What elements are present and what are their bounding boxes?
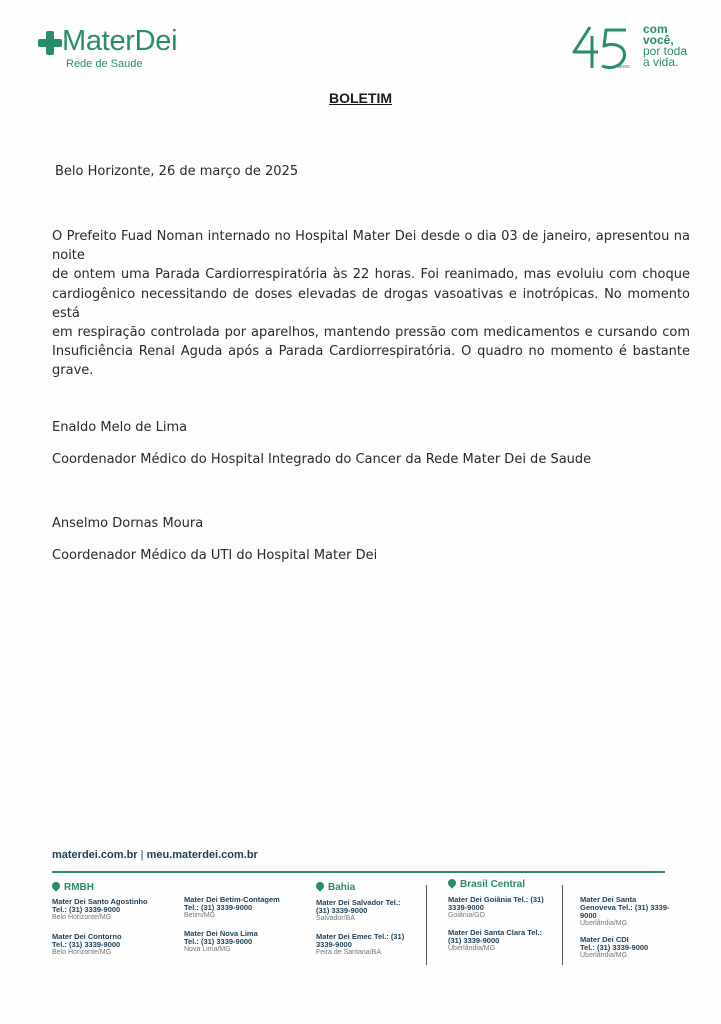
unit-entry bbox=[184, 930, 299, 954]
logo-subtitle: Rede de Saude bbox=[66, 58, 143, 70]
unit-phone: 3339-9000 bbox=[316, 940, 352, 949]
logo-name: MaterDei bbox=[62, 25, 178, 57]
location-pin-icon bbox=[446, 877, 457, 888]
anniversary-badge bbox=[570, 24, 700, 76]
unit-phone: Genoveva Tel.: (31) 3339-9000 bbox=[580, 903, 670, 920]
region-bahia bbox=[316, 882, 355, 893]
unit-phone: Tel.: (31) 3339-9000 bbox=[184, 937, 253, 946]
location-pin-icon bbox=[314, 880, 325, 891]
signatory-name: Enaldo Melo de Lima bbox=[52, 420, 188, 435]
unit-city: Feira de Santana/BA bbox=[316, 949, 381, 956]
unit-phone: (31) 3339-9000 bbox=[316, 906, 368, 915]
unit-entry bbox=[316, 899, 431, 923]
separator: | bbox=[140, 849, 144, 861]
slogan-line: você, bbox=[643, 33, 674, 47]
signatory-name: Anselmo Dornas Moura bbox=[52, 516, 204, 531]
anniversary-small-text: anos bbox=[618, 64, 630, 70]
unit-phone: (31) 3339-9000 bbox=[448, 936, 500, 945]
unit-city: Betim/MG bbox=[184, 912, 216, 919]
region-brasil-central bbox=[448, 879, 525, 890]
unit-entry bbox=[316, 933, 431, 957]
region-label: RMBH bbox=[64, 882, 94, 893]
unit-name: Mater Dei Santo Agostinho bbox=[52, 897, 148, 906]
slogan-line: com bbox=[643, 22, 668, 36]
region-label: Brasil Central bbox=[460, 879, 526, 890]
unit-phone: Tel.: (31) 3339-9000 bbox=[52, 940, 121, 949]
unit-city: Uberlândia/MG bbox=[448, 945, 496, 952]
unit-city: Nova Lima/MG bbox=[184, 946, 231, 953]
paragraph-line: em respiração controlada por aparelhos, mantendo pressão com medicamentos e cursando com bbox=[52, 325, 690, 341]
location-pin-icon bbox=[50, 880, 61, 891]
unit-phone: Tel.: (31) 3339-9000 bbox=[184, 903, 253, 912]
unit-name: Mater Dei Santa bbox=[580, 895, 637, 904]
unit-entry bbox=[52, 933, 167, 957]
unit-name: Mater Dei Nova Lima bbox=[184, 929, 258, 938]
slogan-line: a vida. bbox=[643, 55, 679, 69]
unit-city: Uberlândia/MG bbox=[580, 920, 628, 927]
unit-city: Uberlândia/MG bbox=[580, 952, 628, 959]
footer-websites bbox=[52, 849, 258, 861]
unit-name: Mater Dei Salvador Tel.: bbox=[316, 898, 401, 907]
unit-phone: Tel.: (31) 3339-9000 bbox=[580, 943, 649, 952]
unit-entry bbox=[580, 936, 675, 960]
website-link[interactable]: materdei.com.br bbox=[52, 849, 138, 861]
paragraph-line: Insuficiência Renal Aguda após a Parada Cardiorrespiratória. O quadro no momento é bastante grave. bbox=[52, 344, 690, 379]
paragraph-line: O Prefeito Fuad Noman internado no Hospital Mater Dei desde o dia 03 de janeiro, apresentou na noite bbox=[52, 229, 690, 264]
unit-city: Belo Horizonte/MG bbox=[52, 949, 112, 956]
unit-city: Belo Horizonte/MG bbox=[52, 914, 112, 921]
slogan bbox=[643, 24, 687, 68]
unit-name: Mater Dei CDI bbox=[580, 935, 629, 944]
footer-divider bbox=[52, 871, 665, 873]
unit-city: Goiânia/GO bbox=[448, 912, 485, 919]
unit-entry bbox=[184, 896, 299, 920]
unit-name: Mater Dei Santa Clara Tel.: bbox=[448, 928, 543, 937]
document-title: BOLETIM bbox=[329, 90, 392, 106]
region-label: Bahia bbox=[328, 882, 356, 893]
region-rmbh bbox=[52, 882, 94, 893]
unit-phone: 3339-9000 bbox=[448, 903, 484, 912]
portal-link[interactable]: meu.materdei.com.br bbox=[146, 849, 258, 861]
slogan-line: por toda bbox=[643, 44, 688, 58]
unit-entry bbox=[52, 898, 167, 922]
unit-name: Mater Dei Goiânia Tel.: (31) bbox=[448, 895, 544, 904]
paragraph-line: cardiogênico necessitando de doses elevadas de drogas vasoativas e inotrópicas. No momento está bbox=[52, 286, 690, 321]
unit-phone: Tel.: (31) 3339-9000 bbox=[52, 905, 121, 914]
bulletin-paragraph bbox=[52, 227, 690, 381]
paragraph-line: de ontem uma Parada Cardiorrespiratória às 22 horas. Foi reanimado, mas evoluiu com choque bbox=[52, 267, 690, 283]
unit-entry bbox=[448, 929, 563, 953]
medical-cross-icon bbox=[38, 31, 62, 55]
unit-name: Mater Dei Betim-Contagem bbox=[184, 895, 280, 904]
unit-city: Salvador/BA bbox=[316, 915, 355, 922]
signatory-role: Coordenador Médico da UTI do Hospital Mater Dei bbox=[52, 548, 378, 563]
unit-entry bbox=[448, 896, 563, 920]
unit-name: Mater Dei Contorno bbox=[52, 932, 122, 941]
date-line: Belo Horizonte, 26 de março de 2025 bbox=[55, 164, 299, 179]
unit-entry bbox=[580, 896, 675, 928]
signatory-role: Coordenador Médico do Hospital Integrado do Cancer da Rede Mater Dei de Saude bbox=[52, 452, 592, 467]
unit-name: Mater Dei Emec Tel.: (31) bbox=[316, 932, 405, 941]
